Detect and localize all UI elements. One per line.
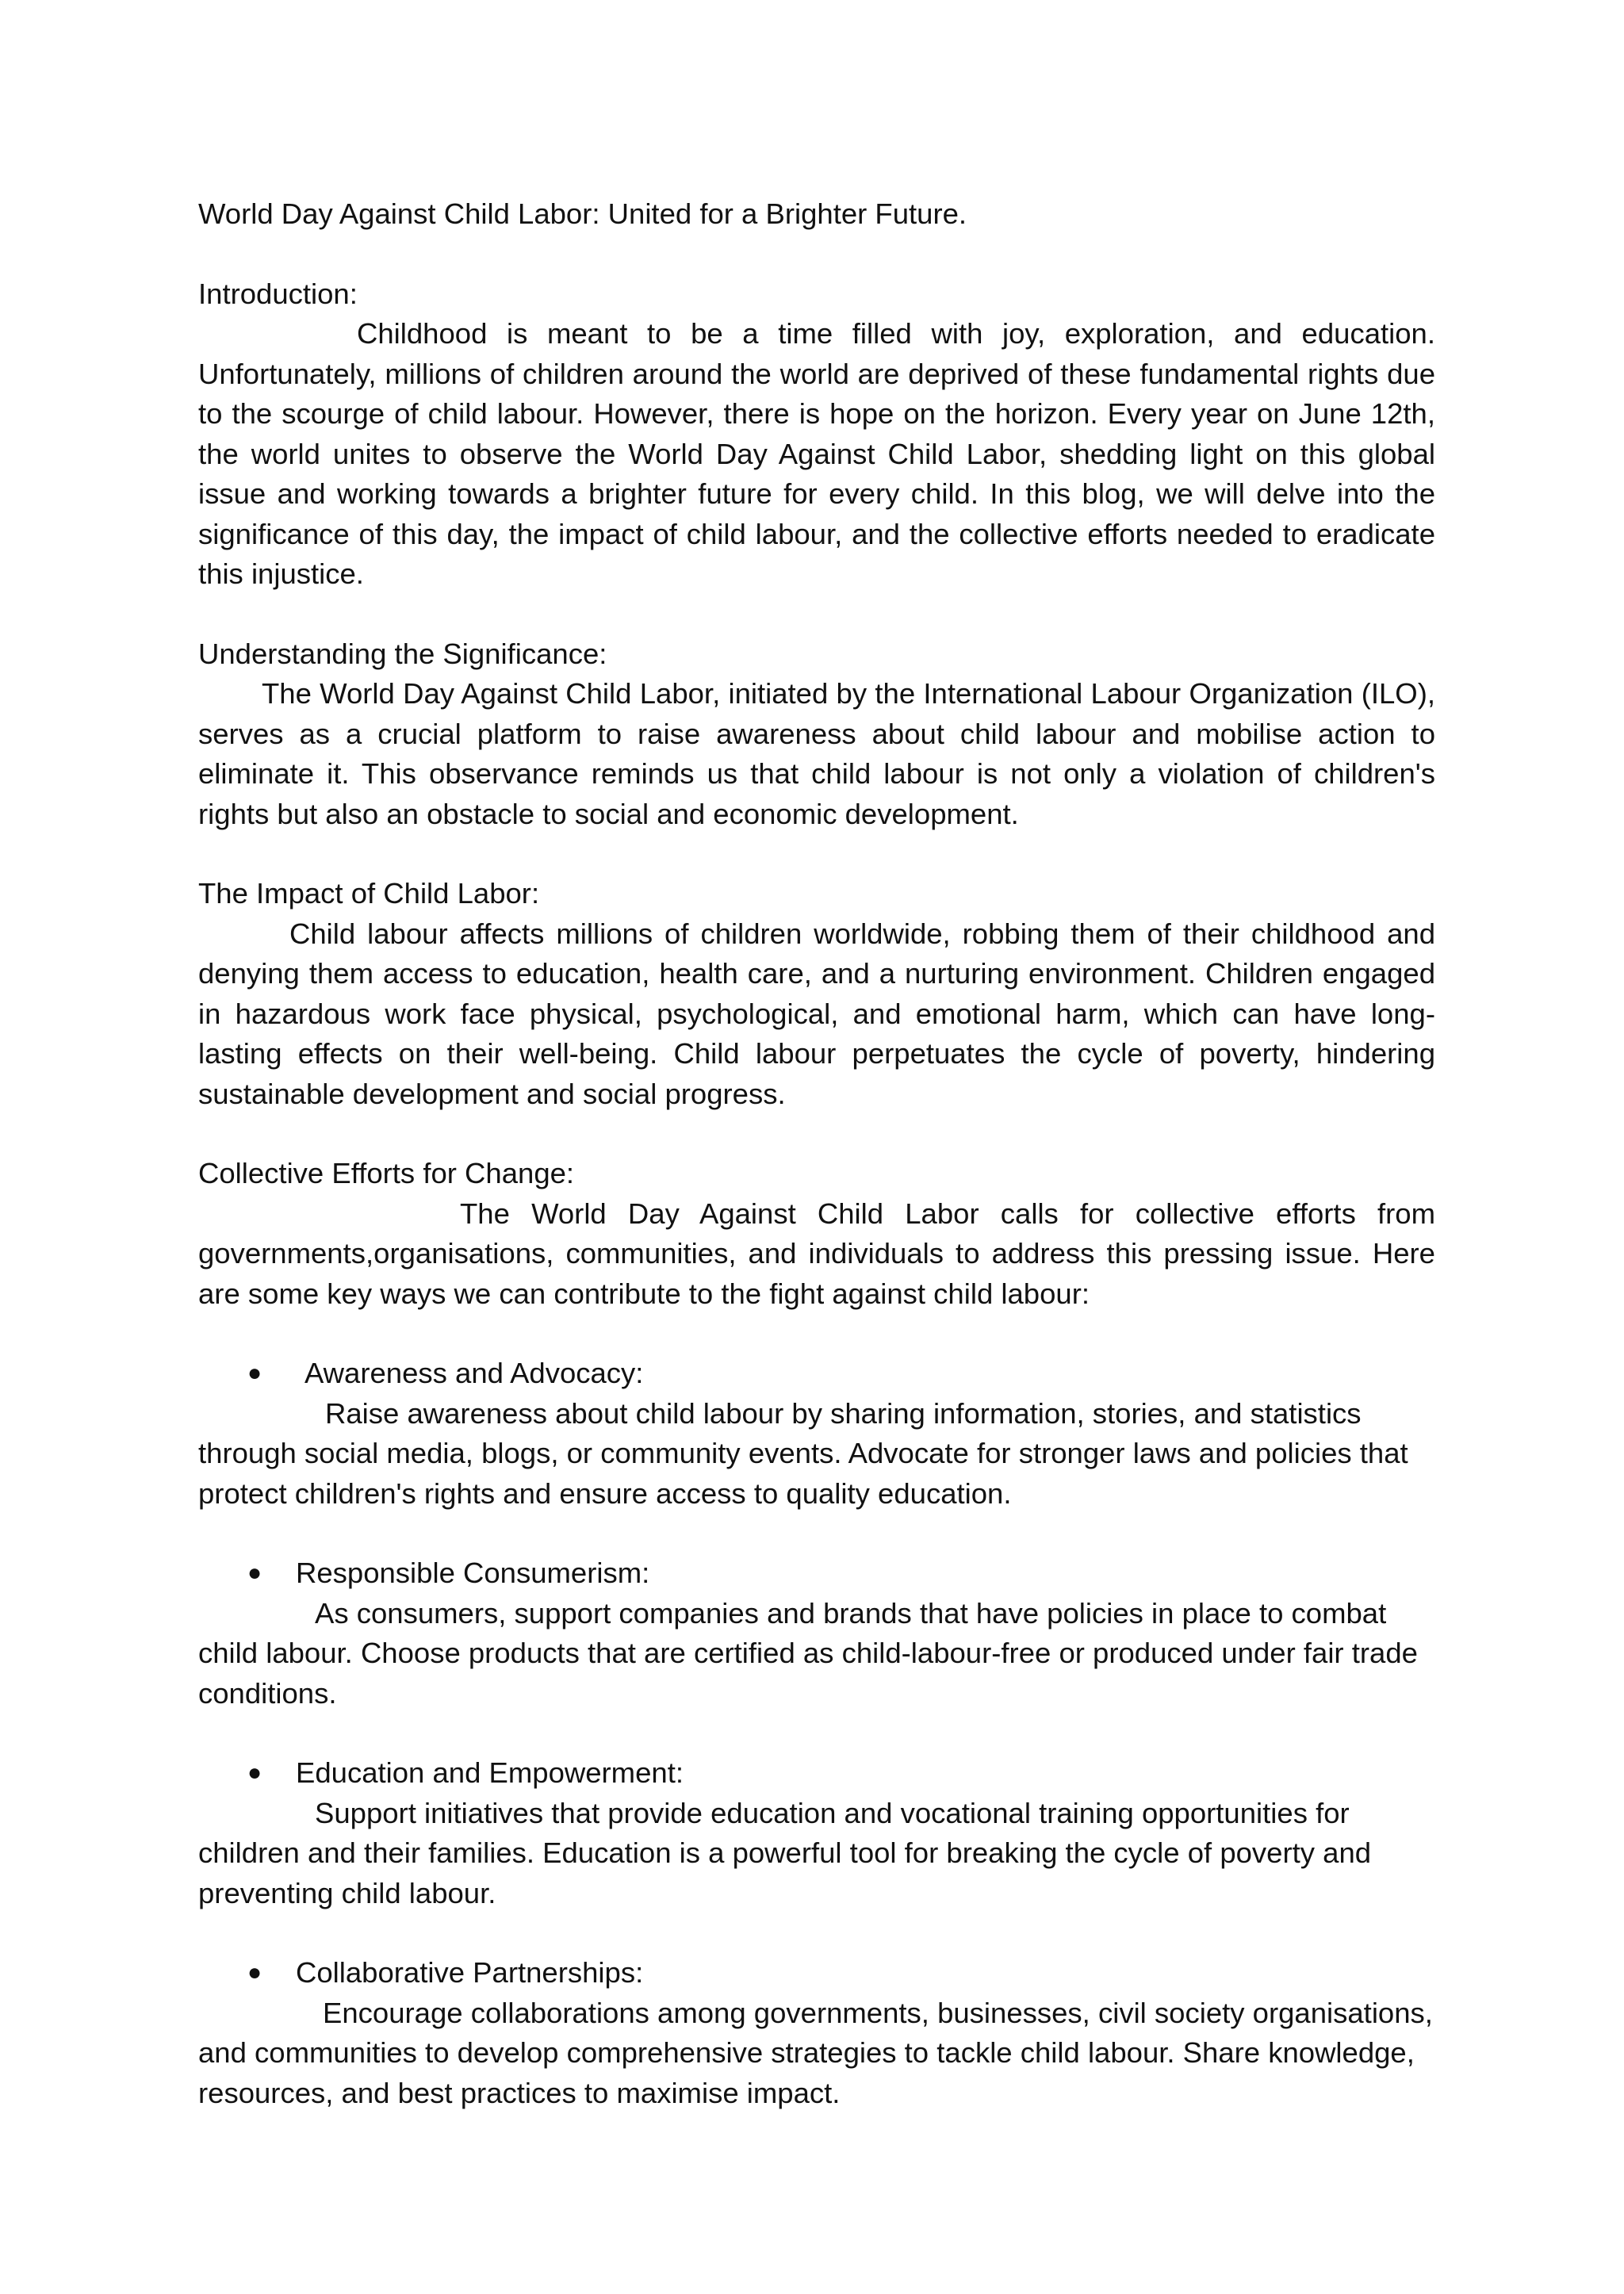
intro-heading: Introduction: [198, 277, 358, 310]
collective-paragraph: The World Day Against Child Labor calls for collective efforts from governments,organisations, communities, and individuals to address this pressing issue. Here are some key ways we can contribute to the fight against child labour: [198, 1197, 1435, 1310]
intro-paragraph: Childhood is meant to be a time filled with joy, exploration, and education. Unfortunately, millions of children around the world are deprived of these fundamental rights due to the scourge of child labour. However, there is hope on the horizon. Every year on June 12th, the world unites to observe the World Day Against Child Labor, shedding light on this global issue and working towards a brighter future for every child. In this blog, we will delve into the significance of this day, the impact of child labour, and the collective efforts needed to eradicate this injustice. [198, 317, 1435, 590]
bullet-heading: Responsible Consumerism: [296, 1557, 650, 1589]
spacer [198, 1114, 1435, 1154]
spacer [198, 235, 1435, 274]
collective-heading: Collective Efforts for Change: [198, 1157, 575, 1189]
spacer [198, 1314, 1435, 1354]
document-title: World Day Against Child Labor: United for a Brighter Future. [198, 197, 967, 230]
bullet-paragraph: As consumers, support companies and brands that have policies in place to combat child labour. Choose products that are certified as child-labour-free or produced under fair trade conditions. [198, 1596, 1418, 1710]
bullet-heading-line [198, 1953, 1435, 1993]
spacer [198, 1913, 1435, 1953]
bullet-item [198, 1753, 1435, 1913]
document-page [198, 194, 1435, 2113]
bullet-paragraph: Raise awareness about child labour by sharing information, stories, and statistics through social media, blogs, or community events. Advocate for stronger laws and policies that protect children's rights and ensure access to quality education. [198, 1396, 1408, 1510]
bullet-heading: Awareness and Advocacy: [304, 1357, 644, 1389]
spacer [198, 1714, 1435, 1753]
significance-paragraph: The World Day Against Child Labor, initiated by the International Labour Organization (ILO), serves as a crucial platform to raise awareness about child labour and mobilise action to eliminate it. This observance reminds us that child labour is not only a violation of children's rights but also an obstacle to social and economic development. [198, 677, 1435, 830]
bullet-paragraph: Support initiatives that provide education and vocational training opportunities for children and their families. Education is a powerful tool for breaking the cycle of poverty and preventing child labour. [198, 1796, 1372, 1909]
bullet-heading: Education and Empowerment: [296, 1756, 684, 1789]
bullet-item [198, 1354, 1435, 1514]
bullet-heading: Collaborative Partnerships: [296, 1956, 644, 1989]
impact-paragraph: Child labour affects millions of children worldwide, robbing them of their childhood and denying them access to education, health care, and a nurturing environment. Children engaged in hazardous work face physical, psychological, and emotional harm, which can have long-lasting effects on their well-being. Child labour perpetuates the cycle of poverty, hindering sustainable development and social progress. [198, 917, 1435, 1110]
bullet-item [198, 1953, 1435, 2113]
bullet-icon: ● [247, 1760, 262, 1786]
bullet-icon: ● [247, 1360, 262, 1386]
spacer [198, 595, 1435, 634]
bullet-icon: ● [247, 1560, 262, 1586]
bullet-heading-line [198, 1354, 1435, 1394]
spacer [198, 834, 1435, 874]
bullet-icon: ● [247, 1959, 262, 1986]
bullet-item [198, 1553, 1435, 1714]
significance-heading: Understanding the Significance: [198, 637, 607, 670]
bullet-paragraph: Encourage collaborations among governments, businesses, civil society organisations, and communities to develop comprehensive strategies to tackle child labour. Share knowledge, resources, and best practices to maximise impact. [198, 1996, 1433, 2109]
bullet-heading-line [198, 1753, 1435, 1794]
spacer [198, 1514, 1435, 1553]
impact-heading: The Impact of Child Labor: [198, 877, 540, 910]
bullet-heading-line [198, 1553, 1435, 1594]
